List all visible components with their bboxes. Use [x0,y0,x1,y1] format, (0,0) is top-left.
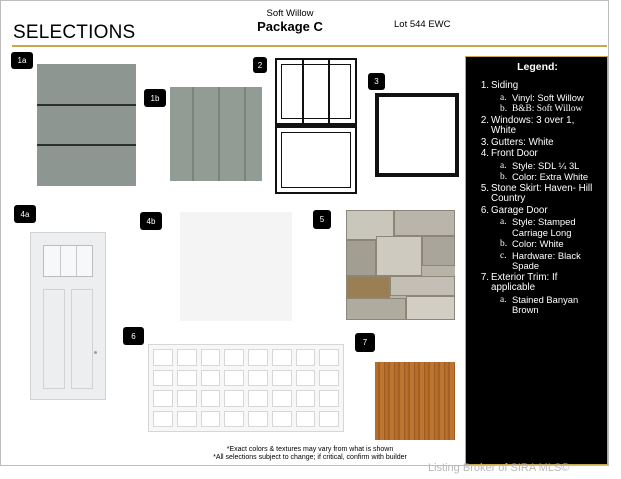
badge-1a: 1a [11,52,33,69]
legend-subitem: a. Vinyl: Soft Willow [500,91,584,103]
color-scheme-name: Soft Willow [266,8,314,19]
legend-subitem: a. Style: Stamped Carriage Long [500,216,576,238]
legend-item: 1. Siding [480,80,519,91]
swatch-garage-door [148,344,344,432]
disclaimer-note: *Exact colors & textures may vary from what is shown *All selections subject to change; if critical, confirm with builder [213,446,407,461]
legend-subitem: b. Color: Extra White [500,171,589,182]
title-divider [12,45,607,47]
badge-2: 2 [253,57,267,73]
swatch-window [275,58,357,194]
legend-subitem: a. Stained Banyan Brown [500,293,579,315]
badge-1b: 1b [144,89,166,107]
badge-3: 3 [368,73,385,90]
legend-item: 7. Exterior Trim: If applicable [480,271,558,293]
swatch-gutter [375,93,459,177]
badge-6: 6 [123,327,144,345]
legend-heading: Legend: [517,61,558,73]
legend-panel [465,56,608,465]
swatch-trim-stain [375,362,455,440]
badge-4a: 4a [14,205,36,223]
legend-item: 3. Gutters: White [480,136,554,148]
broker-watermark: Listing Broker of SIRA MLS© [428,462,570,474]
legend-subitem: a. Style: SDL ¼ 3L [500,159,580,171]
legend-subitem: b. Color: White [500,238,564,249]
legend-subitem: b. B&B: Soft Willow [500,104,583,114]
legend-subitem: c. Hardware: Black Spade [500,249,581,271]
badge-4b: 4b [140,212,162,230]
lot-number: Lot 544 EWC [394,19,451,30]
page-title: SELECTIONS [13,22,136,43]
door-glass [43,245,93,277]
legend-item: 6. Garage Door [480,204,548,216]
swatch-vinyl-siding [37,64,136,186]
package-name: Package C [257,19,323,34]
swatch-extra-white [180,212,292,321]
legend-item: 4. Front Door [480,148,538,159]
legend-item: 5. Stone Skirt: Haven- Hill Country [480,182,593,204]
swatch-front-door [30,232,106,400]
legend-item: 2. Windows: 3 over 1, White [480,114,575,136]
swatch-stone-skirt [346,210,455,320]
swatch-board-batten [170,87,262,181]
badge-7: 7 [355,333,375,352]
badge-5: 5 [313,210,331,229]
